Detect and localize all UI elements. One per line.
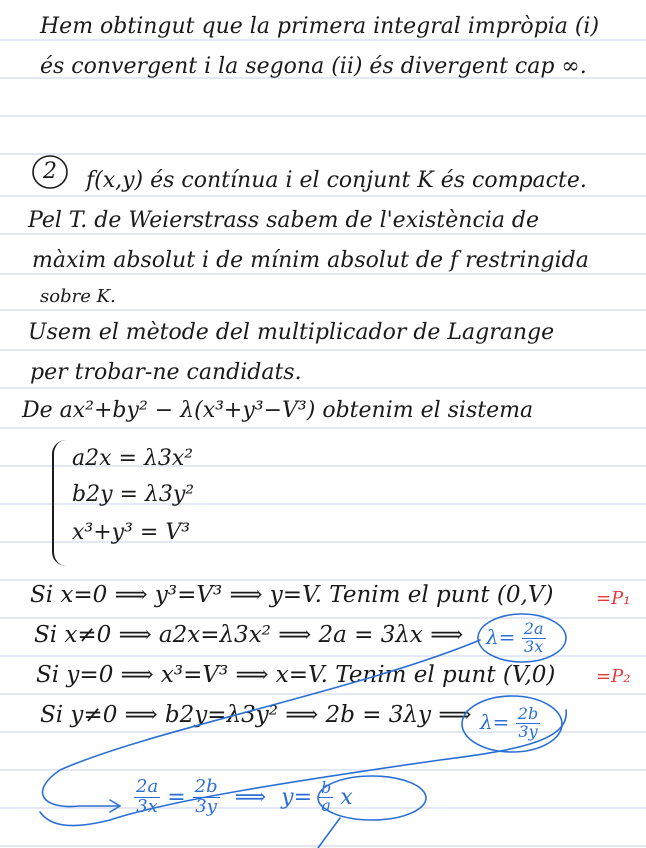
lambda-y-den: 3y: [518, 721, 538, 741]
lambda-x-num: 2a: [523, 619, 544, 638]
case-line-2: Si x≠0 ⟹ a2x=λ3x² ⟹ 2a = 3λx ⟹: [34, 622, 464, 648]
result-frac: [319, 780, 333, 815]
lambda-y-num: 2b: [517, 704, 539, 723]
system-eq-2: b2y = λ3y²: [72, 482, 195, 507]
conclusion-left-den: 3x: [136, 795, 158, 817]
lambda-x-prefix: λ=: [486, 624, 516, 649]
text-line-8: per trobar-ne candidats.: [30, 360, 302, 385]
case-line-1: Si x=0 ⟹ y³=V³ ⟹ y=V. Tenim el punt (0,V): [30, 582, 554, 608]
text-line-9: De ax²+by² − λ(x³+y³−V³) obtenim el sistema: [22, 398, 534, 423]
text-line-1: Hem obtingut que la primera integral impròpia (i): [40, 14, 600, 39]
result-den: a: [321, 795, 331, 815]
text-line-5: màxim absolut i de mínim absolut de f restringida: [32, 248, 589, 273]
text-line-6: sobre K.: [40, 286, 116, 307]
lambda-x-den: 3x: [524, 636, 544, 656]
system-eq-3: x³+y³ = V³: [72, 520, 191, 545]
brace: [52, 440, 68, 566]
result-suffix: x: [340, 784, 353, 810]
equation-system: [52, 440, 222, 570]
text-line-2: és convergent i la segona (ii) és divergent cap ∞.: [40, 54, 587, 79]
label-p2: =P₂: [596, 666, 631, 687]
text-line-3: f(x,y) és contínua i el conjunt K és compacte.: [86, 168, 587, 193]
case-line-3: Si y=0 ⟹ x³=V³ ⟹ x=V. Tenim el punt (V,0): [36, 662, 556, 688]
result-num: b: [321, 778, 332, 798]
conclusion-left-frac: [134, 778, 160, 817]
problem-number: 2: [43, 159, 57, 184]
lambda-y-prefix: λ=: [480, 709, 510, 734]
conclusion-left-num: 2a: [136, 776, 159, 797]
text-line-4: Pel T. de Weierstrass sabem de l'existència de: [28, 208, 540, 233]
text-line-7: Usem el mètode del multiplicador de Lagrange: [28, 320, 555, 345]
system-eq-1: a2x = λ3x²: [72, 446, 194, 471]
conclusion-equals: =: [167, 784, 186, 810]
conclusion-right-den: 3y: [195, 795, 217, 817]
case-line-4: Si y≠0 ⟹ b2y=λ3y² ⟹ 2b = 3λy ⟹: [40, 702, 472, 728]
conclusion-right-num: 2b: [194, 776, 218, 797]
lambda-x-frac: [522, 621, 546, 656]
conclusion-implies: ⟹: [234, 784, 267, 810]
result-prefix: y=: [281, 784, 313, 810]
conclusion-right-frac: [193, 778, 220, 817]
lambda-y-frac: [516, 706, 540, 741]
label-p1: =P₁: [596, 588, 631, 609]
lambda-x: [486, 621, 546, 656]
conclusion: [134, 778, 353, 817]
lambda-y: [480, 706, 540, 741]
